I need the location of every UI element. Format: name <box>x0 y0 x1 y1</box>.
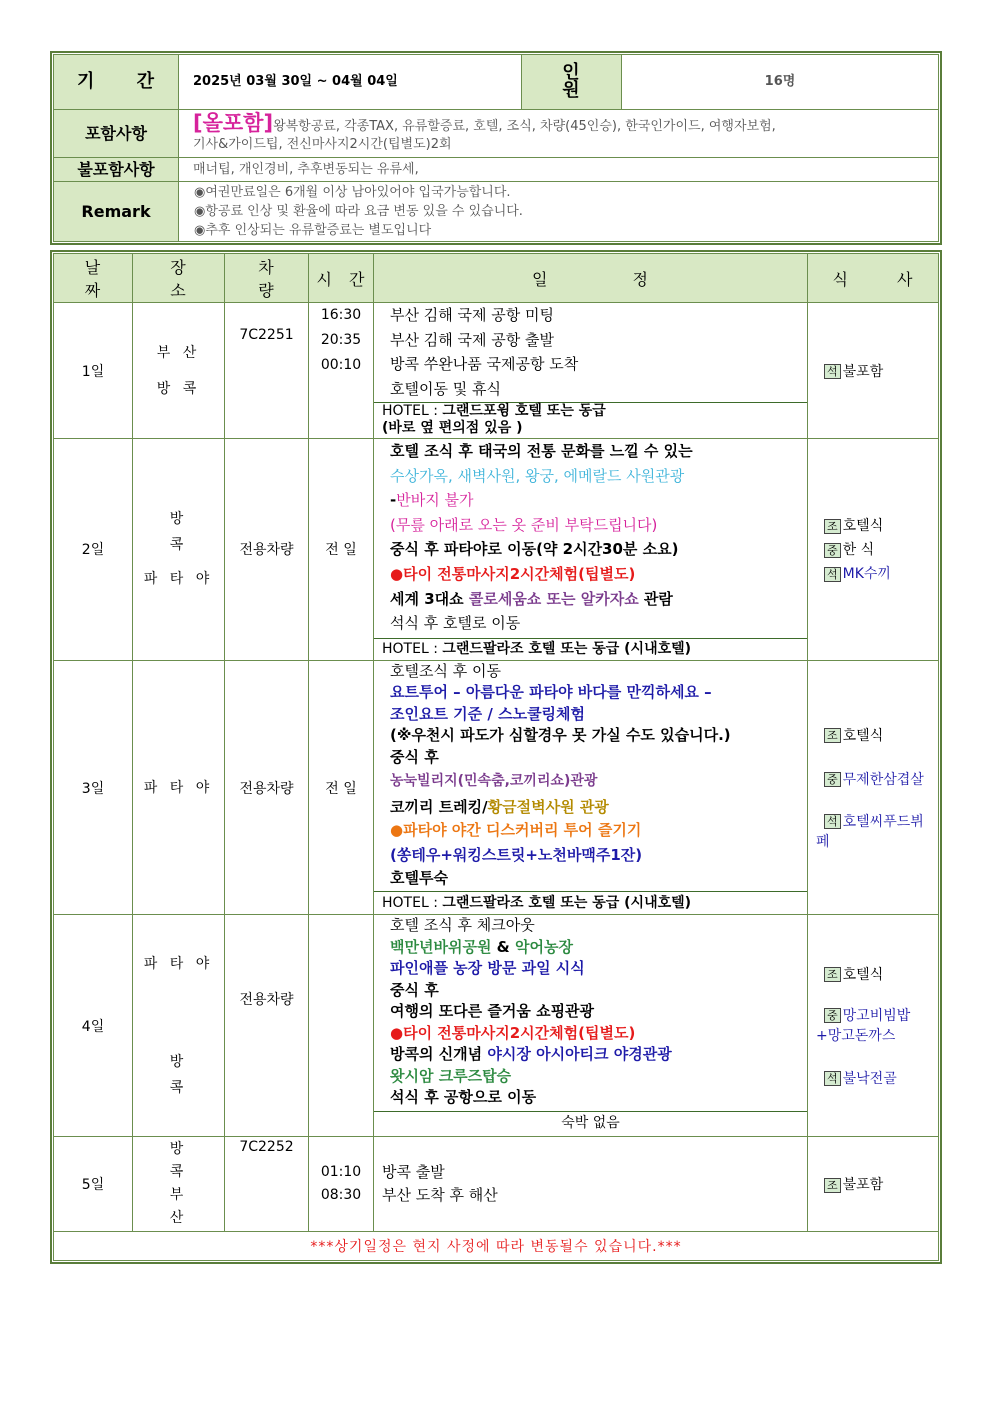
header-time: 시 간 <box>309 254 374 303</box>
meal-value: 호텔식 <box>842 966 884 983</box>
itinerary-page <box>50 51 942 1264</box>
lunch-tag: 중 <box>824 1008 841 1023</box>
place-name: 방 콕 <box>169 1141 206 1181</box>
time-value: 20:35 <box>320 332 362 348</box>
plan-line: 방콕 출발 <box>382 1163 445 1182</box>
day-row-4 <box>54 915 939 1137</box>
meal-item <box>824 515 937 535</box>
meal-item <box>824 725 937 745</box>
meal-value: 한 식 <box>842 542 875 559</box>
meal-value: 불포함 <box>842 1177 884 1194</box>
hotel-label: HOTEL : <box>382 640 443 657</box>
day-vehicle: 전용차량 <box>225 439 309 661</box>
day-row-1 <box>54 303 939 439</box>
day-plan <box>374 660 808 915</box>
plan-line: 수상가옥, 새벽사원, 왕궁, 에메랄드 사원관광 <box>390 466 685 485</box>
plan-line: 중식 후 파타야로 이동(약 2시간30분 소요) <box>390 540 679 559</box>
plan-line: 백만년바위공원 & 악어농장 <box>390 937 573 956</box>
meal-item <box>816 811 937 851</box>
all-included-tag: [올포함] <box>193 110 274 135</box>
meal-item <box>824 964 937 984</box>
day-time <box>309 915 374 1137</box>
remark-line: ◉항공료 인상 및 환율에 따라 요금 변동 있을 수 있습니다. <box>194 204 523 219</box>
plan-line: 호텔투숙 <box>390 868 448 887</box>
plan-line: 조인요트 기준 / 스노쿨링체험 <box>390 704 586 723</box>
plan-line: (※우천시 파도가 심할경우 못 가실 수도 있습니다.) <box>390 726 731 745</box>
plan-line: (무릎 아래로 오는 옷 준비 부탁드립니다) <box>390 515 658 534</box>
meal-value: 호텔식 <box>842 518 884 535</box>
day-plan <box>374 915 808 1137</box>
hotel-name: 그랜드팔라조 호텔 또는 동급 (시내호텔) <box>442 895 692 912</box>
header-vehicle: 차 량 <box>225 254 309 303</box>
day-date: 4일 <box>54 915 133 1137</box>
lunch-tag: 중 <box>824 772 841 787</box>
meal-value: 망고비빔밥 +망고돈까스 <box>816 1007 911 1044</box>
day-place <box>133 439 225 661</box>
plan-line: 중식 후 <box>390 747 439 766</box>
dinner-tag: 석 <box>824 1071 841 1086</box>
plan-line: 호텔 조식 후 체크아웃 <box>390 916 535 935</box>
summary-table <box>50 51 942 245</box>
plan-line: ●파타야 야간 디스커버리 투어 즐기기 <box>390 821 642 840</box>
meal-item <box>824 563 937 583</box>
meal-item <box>824 1174 937 1194</box>
plan-line: 왓시암 크루즈탑승 <box>390 1066 512 1085</box>
meal-item <box>824 539 937 559</box>
dinner-tag: 석 <box>824 567 841 582</box>
plan-line: (쏭테우+워킹스트릿+노천바맥주1잔) <box>390 845 643 864</box>
plan-line: 세계 3대쇼 콜로세움쇼 또는 알카자쇼 관람 <box>390 589 673 608</box>
day-time: 전 일 <box>309 660 374 915</box>
meal-item <box>824 361 937 381</box>
day-place <box>133 303 225 439</box>
meal-value: 불낙전골 <box>842 1070 897 1087</box>
day-plan <box>374 303 808 439</box>
meal-value: 호텔씨푸드뷔페 <box>816 813 924 850</box>
meal-value: MK수끼 <box>842 566 891 583</box>
day-meals <box>808 1137 939 1232</box>
excluded-label: 불포함사항 <box>54 158 179 182</box>
day-place <box>133 1137 225 1232</box>
time-value: 16:30 <box>320 307 362 323</box>
meal-item <box>824 769 937 789</box>
plan-line: ●타이 전통마사지2시간체험(팁별도) <box>390 564 636 583</box>
place-name: 부 산 <box>169 1187 206 1227</box>
day-vehicle: 7C2251 <box>225 303 309 439</box>
time-value: 08:30 <box>320 1187 362 1204</box>
plan-line: 부산 김해 국제 공항 미팅 <box>390 306 554 324</box>
no-accommodation: 숙박 없음 <box>374 1111 807 1134</box>
period-label: 기 간 <box>54 55 179 110</box>
time-value: 01:10 <box>320 1164 362 1181</box>
remark-label: Remark <box>54 182 179 242</box>
plan-line: ●타이 전통마사지2시간체험(팁별도) <box>390 1023 636 1042</box>
excluded-value: 매너팁, 개인경비, 추후변동되는 유류세, <box>179 158 939 182</box>
day-vehicle: 전용차량 <box>225 660 309 915</box>
day-place: 파 타 야 <box>133 660 225 915</box>
hotel-name: 그랜드팔라조 호텔 또는 동급 (시내호텔) <box>442 640 692 657</box>
header-meal: 식 사 <box>808 254 939 303</box>
day-meals <box>808 439 939 661</box>
hotel-info <box>374 402 807 437</box>
plan-line: -반바지 불가 <box>390 491 474 510</box>
included-label: 포함사항 <box>54 110 179 158</box>
hotel-name: 그랜드포윙 호텔 또는 동급 <box>442 403 606 419</box>
day-place <box>133 915 225 1137</box>
day-meals <box>808 660 939 915</box>
plan-line: 호텔이동 및 휴식 <box>390 379 501 398</box>
plan-line: 중식 후 <box>390 980 439 999</box>
dinner-tag: 석 <box>824 364 841 379</box>
day-vehicle: 7C2252 <box>225 1137 309 1232</box>
breakfast-tag: 조 <box>824 1178 841 1193</box>
plan-line: 방콕의 신개념 야시장 아시아티크 야경관광 <box>390 1045 672 1064</box>
meal-item <box>824 1068 937 1088</box>
meal-value: 무제한삼겹살 <box>842 771 924 788</box>
included-value <box>179 110 939 158</box>
breakfast-tag: 조 <box>824 967 841 982</box>
plan-line: 요트투어 – 아름다운 파타야 바다를 만끽하세요 – <box>390 683 712 702</box>
schedule-table <box>50 250 942 1264</box>
day-meals <box>808 303 939 439</box>
plan-line: 파인애플 농장 방문 과일 시식 <box>390 959 585 978</box>
included-line2: 기사&가이드팁, 전신마사지2시간(팁별도)2회 <box>193 136 452 152</box>
time-value: 00:10 <box>320 357 362 373</box>
place-name: 방 콕 <box>156 380 201 397</box>
day-date: 1일 <box>54 303 133 439</box>
meal-item <box>816 1006 937 1046</box>
plan-line: 코끼리 트레킹/황금절벽사원 관광 <box>390 798 609 817</box>
hotel-label: HOTEL : <box>382 403 443 419</box>
people-value: 16명 <box>622 55 939 110</box>
breakfast-tag: 조 <box>824 728 841 743</box>
breakfast-tag: 조 <box>824 519 841 534</box>
people-label: 인 원 <box>522 55 622 110</box>
day-row-2 <box>54 439 939 661</box>
plan-line: 석식 후 호텔로 이동 <box>390 614 521 633</box>
plan-line: 여행의 또다른 즐거움 쇼핑관광 <box>390 1002 595 1021</box>
hotel-info <box>374 891 807 914</box>
plan-line: 방콕 쑤완나품 국제공항 도착 <box>390 355 579 373</box>
hotel-note: (바로 옆 편의점 있음 ) <box>382 420 523 436</box>
meal-value: 불포함 <box>842 363 884 380</box>
place-name: 파 타 야 <box>143 571 214 588</box>
period-value: 2025년 03월 30일 ~ 04월 04일 <box>179 55 522 110</box>
day-times <box>309 1137 374 1232</box>
day-row-5 <box>54 1137 939 1232</box>
included-line1: 왕복항공료, 각종TAX, 유류할증료, 호텔, 조식, 차량(45인승), 한국인가이드, 여행자보험, <box>273 118 776 134</box>
lunch-tag: 중 <box>824 543 841 558</box>
plan-line: 석식 후 공항으로 이동 <box>390 1088 537 1107</box>
remark-value <box>179 182 939 242</box>
hotel-label: HOTEL : <box>382 895 443 912</box>
place-name: 방 콕 <box>169 1053 206 1096</box>
plan-line: 부산 김해 국제 공항 출발 <box>390 330 554 349</box>
day-row-3 <box>54 660 939 915</box>
place-name: 방 콕 <box>169 511 206 554</box>
day-time: 전 일 <box>309 439 374 661</box>
header-date: 날 짜 <box>54 254 133 303</box>
day-plan <box>374 439 808 661</box>
day-date: 2일 <box>54 439 133 661</box>
plan-line: 부산 도착 후 해산 <box>382 1186 498 1205</box>
hotel-info <box>374 638 807 660</box>
plan-line: 호텔 조식 후 태국의 전통 문화를 느낄 수 있는 <box>390 442 693 460</box>
plan-line: 호텔조식 후 이동 <box>390 661 501 680</box>
meal-value: 호텔식 <box>842 727 884 744</box>
place-name: 파 타 야 <box>143 955 214 972</box>
header-plan: 일 정 <box>374 254 808 303</box>
day-vehicle: 전용차량 <box>225 915 309 1137</box>
day-meals <box>808 915 939 1137</box>
remark-line: ◉여권만료일은 6개월 이상 남아있어야 입국가능합니다. <box>194 185 511 200</box>
day-times <box>309 303 374 439</box>
header-place: 장 소 <box>133 254 225 303</box>
dinner-tag: 석 <box>824 814 841 829</box>
day-date: 5일 <box>54 1137 133 1232</box>
place-name: 부 산 <box>156 344 201 361</box>
schedule-change-notice: ***상기일정은 현지 사정에 따라 변동될수 있습니다.*** <box>54 1232 939 1261</box>
day-plan <box>374 1137 808 1232</box>
day-date: 3일 <box>54 660 133 915</box>
remark-line: ◉추후 인상되는 유류할증료는 별도입니다 <box>194 223 432 238</box>
plan-line: 농눅빌리지(민속춤,코끼리쇼)관광 <box>390 773 598 790</box>
